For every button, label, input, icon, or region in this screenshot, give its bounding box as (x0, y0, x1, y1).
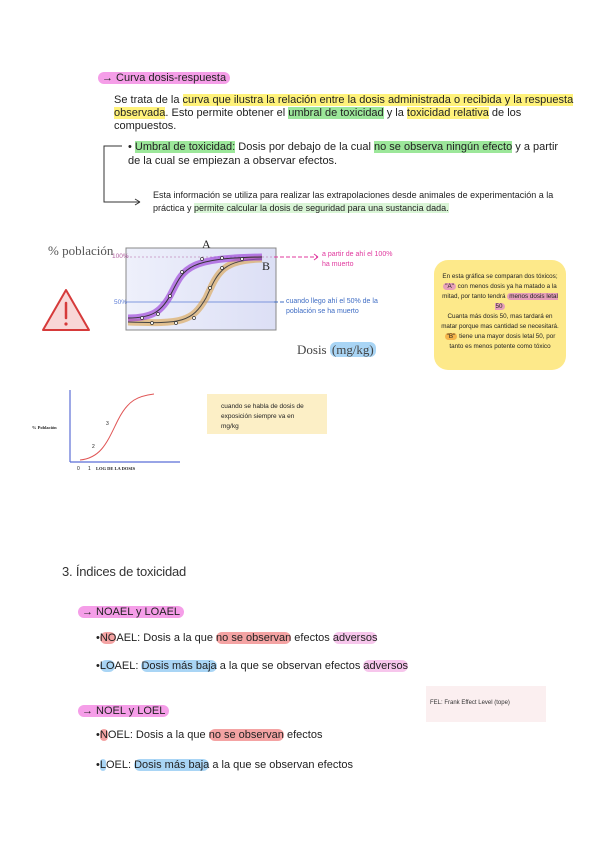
log-chart-ylabel: % Población (32, 425, 57, 430)
main-chart-xlabel: Dosis (mg/kg) (297, 342, 374, 357)
curve-label-a: A (202, 237, 211, 251)
noael-loael-header: → NOAEL y LOAEL (78, 606, 184, 618)
comparison-note-a: "A" con menos dosis ya ha matado a la mitad, por tanto tendrá menos dosis letal 50 (442, 283, 558, 311)
section3-title: 3. Índices de toxicidad (62, 564, 187, 579)
comparison-note-b: "B" tiene una mayor dosis letal 50, por tanto es menos potente como tóxico (446, 333, 556, 351)
curve-label-b: B (262, 259, 271, 273)
warning-icon (40, 286, 92, 334)
exposure-note: cuando se habla de dosis de exposición siempre va en mg/kg (207, 394, 327, 434)
note-50-percent: cuando llego ahí el 50% de la población se ha muerto (286, 298, 378, 315)
log-chart-point-2: 2 (92, 444, 95, 450)
fel-note: FEL: Frank Effect Level (tope) (426, 686, 546, 722)
comparison-note-box: En esta gráfica se comparan dos tóxicos; "A" con menos dosis ya ha matado a la mitad, por tanto tendrá menos dosis letal 50 Cuanta más dosis 50, mas tardará en matar porque mas cantidad se necesitará. "B" tiene una mayor dosis letal 50, por tanto es menos potente como tóxico (434, 260, 566, 370)
log-chart-point-3: 3 (106, 421, 109, 427)
loel-definition: •LOEL: Dosis más baja a la que se observan efectos (96, 759, 354, 771)
log-chart-xlabel: LOG DE LA DOSIS (96, 466, 136, 471)
loael-definition: •LOAEL: Dosis más baja a la que se observan efectos adversos (96, 660, 409, 672)
log-dose-chart (28, 386, 188, 476)
log-chart-curve (80, 394, 154, 460)
intro-paragraph: Se trata de la curva que ilustra la relación entre la dosis administrada o recibida y la respuesta observada. Esto permite obtener el umbral de toxicidad y la toxicidad relativa de los compuestos. (114, 94, 574, 133)
section-header-curva: → Curva dosis-respuesta (98, 72, 230, 84)
bullet-umbral: • Umbral de toxicidad: Dosis por debajo de la cual no se observa ningún efecto y a partir de la cual se empiezan a observar efectos. (128, 141, 559, 167)
noel-definition: •NOEL: Dosis a la que no se observan efectos (96, 729, 323, 741)
noel-loel-header: → NOEL y LOEL (78, 705, 169, 717)
main-chart-ylabel: % población (48, 243, 114, 258)
log-chart-tick-0: 0 (77, 466, 80, 472)
tick-50: 50% (114, 299, 128, 306)
noael-definition: •NOAEL: Dosis a la que no se observan efectos adversos (96, 632, 378, 644)
log-chart-tick-1: 1 (88, 466, 91, 472)
note-100-percent: a partir de ahí el 100% ha muerto (322, 251, 393, 268)
extrapolation-text: Esta información se utiliza para realizar las extrapolaciones desde animales de experimentación a la práctica y permite calcular la dosis de seguridad para una sustancia dada. (153, 190, 554, 214)
tick-100: 100% (112, 253, 129, 260)
main-chart (122, 238, 282, 338)
